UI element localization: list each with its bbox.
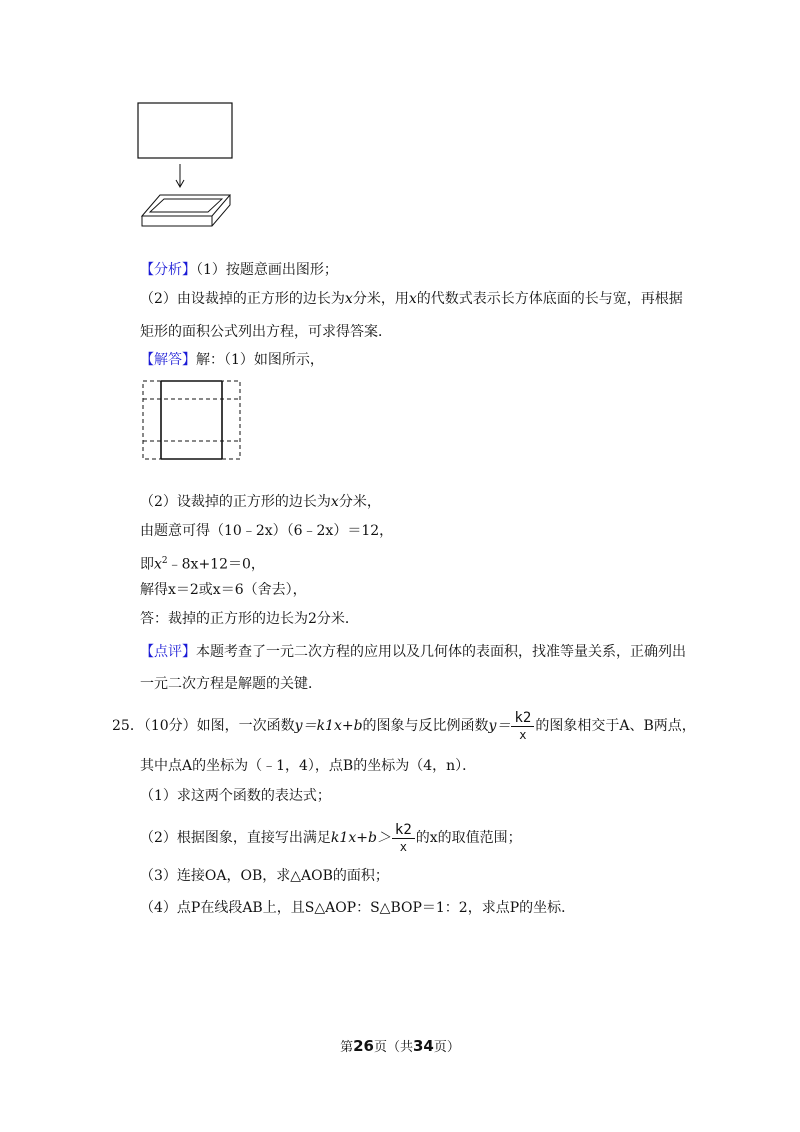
solution-answer: 答：裁掉的正方形的边长为2分米． <box>140 611 359 627</box>
part2-prefix: （2）根据图象，直接写出满足 <box>140 830 331 846</box>
fraction-numerator: k2 <box>511 710 534 727</box>
question-mid: 的图象与反比例函数 <box>362 718 489 734</box>
question-25-line-2: 其中点A的坐标为（﹣1，4），点B的坐标为（4，n）． <box>140 758 477 774</box>
solution-equation-1: 由题意可得（10﹣2x）（6﹣2x）＝12， <box>140 523 394 539</box>
solution-text-1: 解：（1）如图所示， <box>196 352 324 368</box>
comment-line-1 <box>140 642 686 662</box>
part2-suffix: 的x的取值范围； <box>415 830 522 846</box>
question-intro: （10分）如图，一次函数 <box>143 718 295 734</box>
question-number: 25． <box>112 718 144 734</box>
analysis-text-2b: 分米，用 <box>352 291 409 307</box>
page-total: 34 <box>413 1037 434 1055</box>
comment-line-2: 一元二次方程是解题的关键． <box>140 676 322 692</box>
analysis-line-1 <box>140 260 338 280</box>
analysis-line-2 <box>140 289 683 309</box>
linear-function: y＝k1x+b <box>294 718 363 734</box>
comment-tag: 【点评】 <box>140 644 196 660</box>
page-footer <box>0 1036 800 1055</box>
fraction-k2-over-x <box>392 822 415 855</box>
solution-equation-3: 解得x＝2或x＝6（舍去）， <box>140 582 307 598</box>
question-part-4: （4）点P在线段AB上，且S△AOP：S△BOP＝1：2，求点P的坐标． <box>140 900 576 916</box>
question-25-header <box>112 708 696 744</box>
question-end: 的图象相交于A、B两点， <box>535 718 696 734</box>
page-number: 26 <box>353 1037 374 1055</box>
exponent: 2 <box>161 556 168 566</box>
fraction-denominator: x <box>399 839 407 854</box>
inverse-function-lhs: y＝ <box>488 718 511 734</box>
eq2-rest: ﹣8x+12＝0， <box>167 556 265 573</box>
comment-text-1: 本题考查了一元二次方程的应用以及几何体的表面积，找准等量关系，正确列出 <box>196 644 686 660</box>
fraction-denominator: x <box>519 727 527 742</box>
question-part-3: （3）连接OA，OB，求△AOB的面积； <box>140 868 389 884</box>
analysis-text-2c: 的代数式表示长方体底面的长与宽，再根据 <box>416 291 683 307</box>
eq2-prefix: 即 <box>140 556 154 573</box>
fraction-numerator: k2 <box>392 822 415 839</box>
analysis-text-1: （1）按题意画出图形； <box>196 262 338 278</box>
net-diagram <box>140 378 245 463</box>
footer-mid: 页（共 <box>373 1040 413 1055</box>
var-x: x <box>408 291 417 307</box>
footer-post: 页） <box>433 1040 460 1055</box>
analysis-line-3: 矩形的面积公式列出方程，可求得答案． <box>140 324 392 340</box>
question-part-2 <box>140 820 522 856</box>
var-x: x <box>344 291 353 307</box>
analysis-text-2a: （2）由设裁掉的正方形的边长为 <box>140 291 345 307</box>
var-x: x <box>330 494 339 510</box>
solution-equation-2 <box>140 551 265 575</box>
var-x: x <box>154 556 162 573</box>
part2-inequality: k1x+b＞ <box>330 830 391 846</box>
solution-text-2b: 分米， <box>338 494 381 510</box>
solution-text-2a: （2）设裁掉的正方形的边长为 <box>140 494 331 510</box>
solution-tag: 【解答】 <box>140 352 196 368</box>
solution-line-1 <box>140 350 324 370</box>
box-folding-figure <box>130 98 250 238</box>
footer-pre: 第 <box>340 1040 354 1055</box>
question-part-1: （1）求这两个函数的表达式； <box>140 788 331 804</box>
solution-line-2 <box>140 492 381 512</box>
fraction-k2-over-x <box>511 710 534 743</box>
analysis-tag: 【分析】 <box>140 262 196 278</box>
